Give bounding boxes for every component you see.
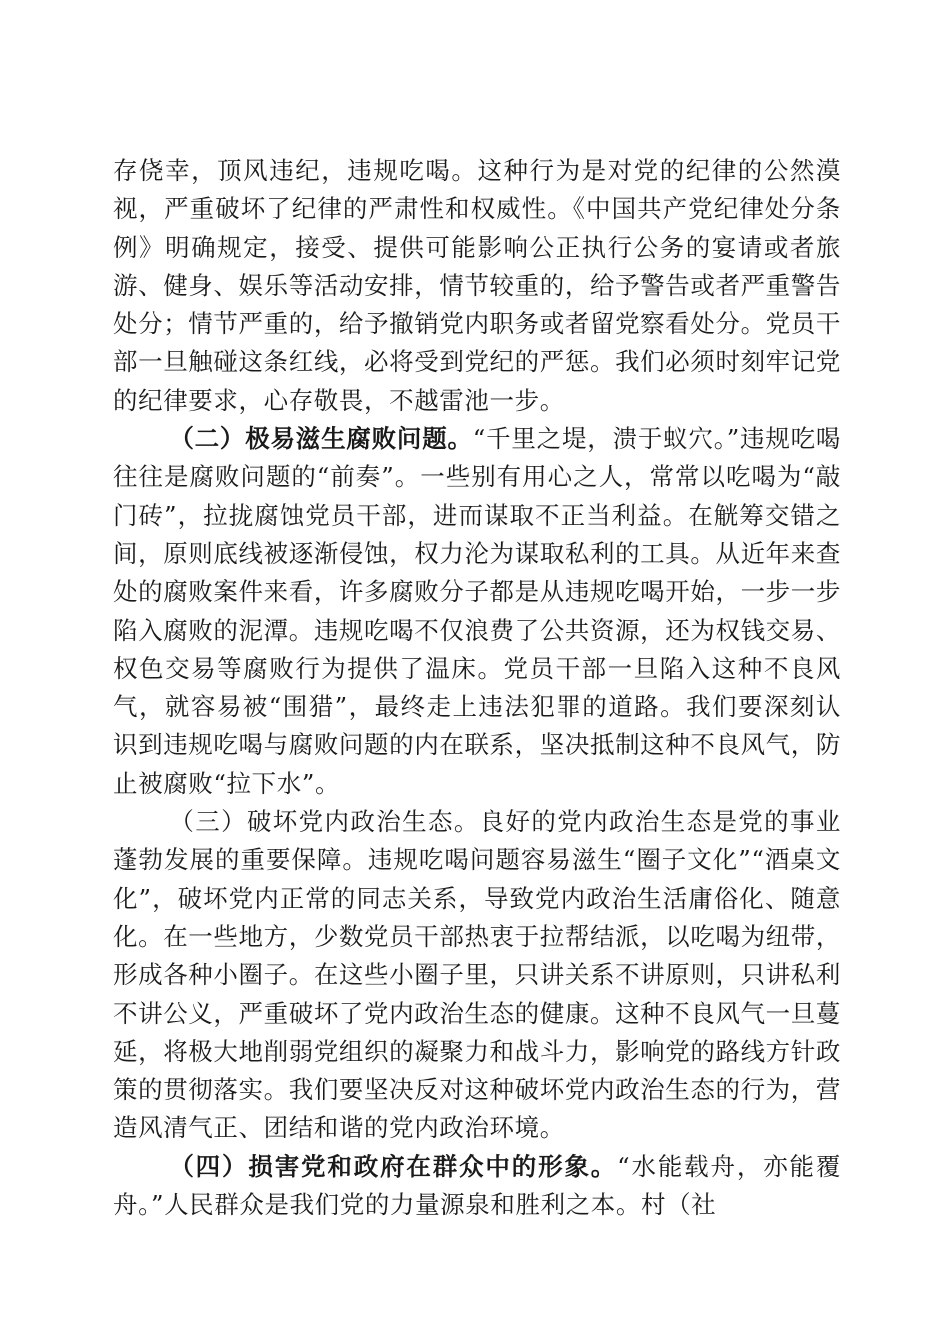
document-body [113,152,841,1224]
section-heading-four: （四）损害党和政府在群众中的形象。 [169,1151,618,1181]
paragraph-text: “水能载舟，亦能覆舟。”人民群众是我们党的力量源泉和胜利之本。村（社 [113,1151,841,1220]
section-heading-two: （二）极易滋生腐败问题。 [169,424,473,454]
paragraph-text: 存侥幸，顶风违纪，违规吃喝。这种行为是对党的纪律的公然漠视，严重破坏了纪律的严肃性和权威性。《中国共产党纪律处分条例》明确规定，接受、提供可能影响公正执行公务的宴请或者旅游、健身、娱乐等活动安排，情节较重的，给予警告或者严重警告处分；情节严重的，给予撤销党内职务或者留党察看处分。党员干部一旦触碰这条红线，必将受到党纪的严惩。我们必须时刻牢记党的纪律要求，心存敬畏，不越雷池一步。 [113,156,841,415]
paragraph-text: （三）破坏党内政治生态。良好的党内政治生态是党的事业蓬勃发展的重要保障。违规吃喝问题容易滋生“圈子文化”“酒桌文化”，破坏党内正常的同志关系，导致党内政治生活庸俗化、随意化。在一些地方，少数党员干部热衷于拉帮结派，以吃喝为纽带，形成各种小圈子。在这些小圈子里，只讲关系不讲原则，只讲私利不讲公义，严重破坏了党内政治生态的健康。这种不良风气一旦蔓延，将极大地削弱党组织的凝聚力和战斗力，影响党的路线方针政策的贯彻落实。我们要坚决反对这种破坏党内政治生态的行为，营造风清气正、团结和谐的党内政治环境。 [113,807,841,1143]
paragraph-text: “千里之堤，溃于蚁穴。”违规吃喝往往是腐败问题的“前奏”。一些别有用心之人，常常以吃喝为“敲门砖”，拉拢腐蚀党员干部，进而谋取不正当利益。在觥筹交错之间，原则底线被逐渐侵蚀，权力沦为谋取私利的工具。从近年来查处的腐败案件来看，许多腐败分子都是从违规吃喝开始，一步一步陷入腐败的泥潭。违规吃喝不仅浪费了公共资源，还为权钱交易、权色交易等腐败行为提供了温床。党员干部一旦陷入这种不良风气，就容易被“围猎”，最终走上违法犯罪的道路。我们要深刻认识到违规吃喝与腐败问题的内在联系，坚决抵制这种不良风气，防止被腐败“拉下水”。 [113,424,841,798]
paragraph-public-image [113,1148,841,1225]
paragraph-corruption [113,420,841,803]
paragraph-political-ecology [113,803,841,1148]
paragraph-discipline [113,152,841,420]
